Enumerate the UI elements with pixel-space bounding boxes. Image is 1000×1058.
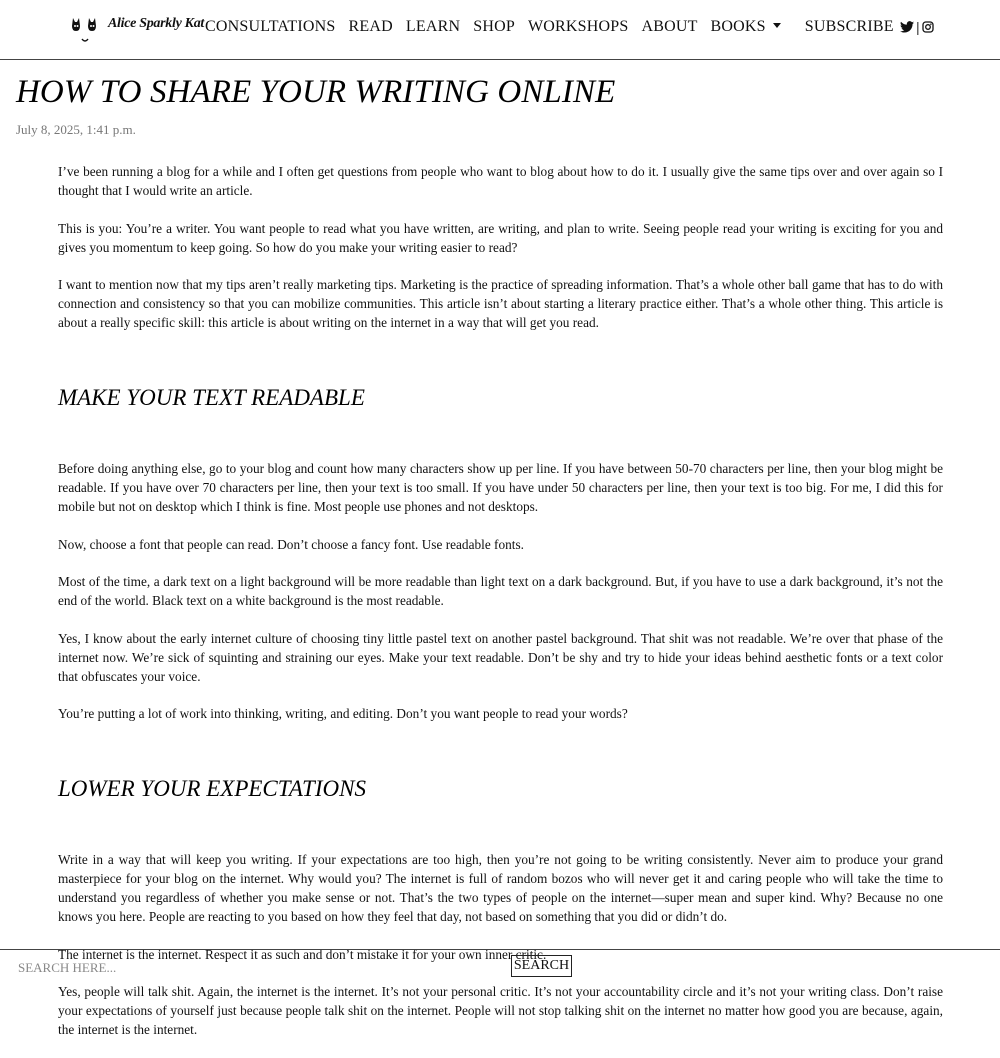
brand-name: Alice Sparkly Kat: [108, 16, 205, 31]
nav-read[interactable]: READ: [348, 18, 393, 35]
nav-subscribe[interactable]: SUBSCRIBE: [804, 18, 894, 35]
instagram-icon[interactable]: [922, 21, 934, 33]
navbar: [0, 0, 1000, 60]
article-paragraph: This is you: You’re a writer. You want people to read what you have written, are writing, and plan to write. Seeing people read your writing is exciting for you and gives you momentum to keep going. So how do you make your writing easier to read?: [58, 220, 943, 255]
nav-shop[interactable]: SHOP: [473, 18, 515, 35]
search-input[interactable]: [18, 959, 318, 977]
nav-books-label: BOOKS: [710, 18, 766, 35]
article-paragraph: Yes, I know about the early internet culture of choosing tiny little pastel text on another pastel background. That shit was not readable. We’re over that phase of the internet now. We’re sick of squinting and straining our eyes. Make your text readable. Don’t be shy and try to hide your ideas behind aesthetic fonts or a text color that obfuscates your voice.: [58, 630, 943, 684]
section-heading-readable: MAKE YOUR TEXT READABLE: [58, 385, 365, 410]
article-paragraph: Write in a way that will keep you writing. If your expectations are too high, then you’re not going to be writing consistently. Never aim to produce your grand masterpiece for your blog on the internet. Why would you? The internet is full of random bozos who will never get it and caring people who will take the time to understand you regardless of whether you make sense or not. That’s the two types of people on the internet—super mean and super kind. Why? Because no one knows you here. People are reacting to you based on how they feel that day, not based on something that you did or didn’t do.: [58, 852, 943, 924]
twin-cat-faces-logo-icon: [70, 12, 104, 46]
nav-workshops[interactable]: WORKSHOPS: [527, 18, 629, 35]
article-paragraph: Most of the time, a dark text on a light background will be more readable than light text on a dark background. But, if you have to use a dark background, it’s not the end of the world. Black text on a white background is the most readable.: [58, 574, 943, 608]
nav-consultations[interactable]: CONSULTATIONS: [205, 18, 336, 35]
nav-learn[interactable]: LEARN: [405, 18, 461, 35]
article-date: July 8, 2025, 1:41 p.m.: [16, 122, 136, 137]
article-paragraph: I want to mention now that my tips aren’t really marketing tips. Marketing is the practice of spreading information. That’s a whole other ball game that has to do with connection and consistency so that you can mobilize communities. This article isn’t about starting a literary practice either. That’s a whole other thing. This article is about a really specific skill: this article is about writing on the internet in a way that will get you read.: [58, 277, 943, 330]
nav-about[interactable]: ABOUT: [641, 18, 698, 35]
article-title: HOW TO SHARE YOUR WRITING ONLINE: [16, 74, 616, 110]
article-paragraph: I’ve been running a blog for a while and I often get questions from people who want to blog about how to do it. I usually give the same tips over and over again so I thought that I would write an article.: [58, 164, 943, 198]
section-heading-expectations: LOWER YOUR EXPECTATIONS: [58, 776, 366, 801]
caret-down-icon: [773, 23, 781, 28]
article-paragraph: Yes, people will talk shit. Again, the internet is the internet. It’s not your personal critic. It’s not your accountability circle and it’s not your writing class. Don’t raise your expectations of yourself just because people talk shit on the internet. People will not stop talking shit on the internet no matter how good you are because, again, the internet is the internet.: [58, 984, 943, 1037]
article-paragraph: You’re putting a lot of work into thinking, writing, and editing. Don’t you want people to read your words?: [58, 706, 628, 721]
social-separator: |: [916, 19, 920, 35]
search-button[interactable]: SEARCH: [511, 955, 572, 977]
search-bar: [0, 949, 1000, 1000]
main-nav: [205, 18, 907, 36]
article-body: [58, 162, 943, 1058]
brand-logo[interactable]: [70, 12, 204, 48]
article-paragraph: Before doing anything else, go to your blog and count how many characters show up per line. If you have between 50-70 characters per line, then your blog might be readable. If you have over 70 characters per line, then your text is too small. If you have under 50 characters per line, then your text is too big. For me, I did this for mobile but not on desktop which I think is fine. Most people use phones and not desktops.: [58, 461, 943, 514]
article-paragraph: Now, choose a font that people can read. Don’t choose a fancy font. Use readable fonts.: [58, 536, 524, 552]
twitter-icon[interactable]: [900, 21, 914, 33]
nav-books-dropdown[interactable]: [711, 18, 781, 36]
social-links: [900, 20, 934, 34]
article-paragraph: The internet is the internet. Respect it as such and don’t mistake it for your own inner critic.: [58, 946, 547, 962]
